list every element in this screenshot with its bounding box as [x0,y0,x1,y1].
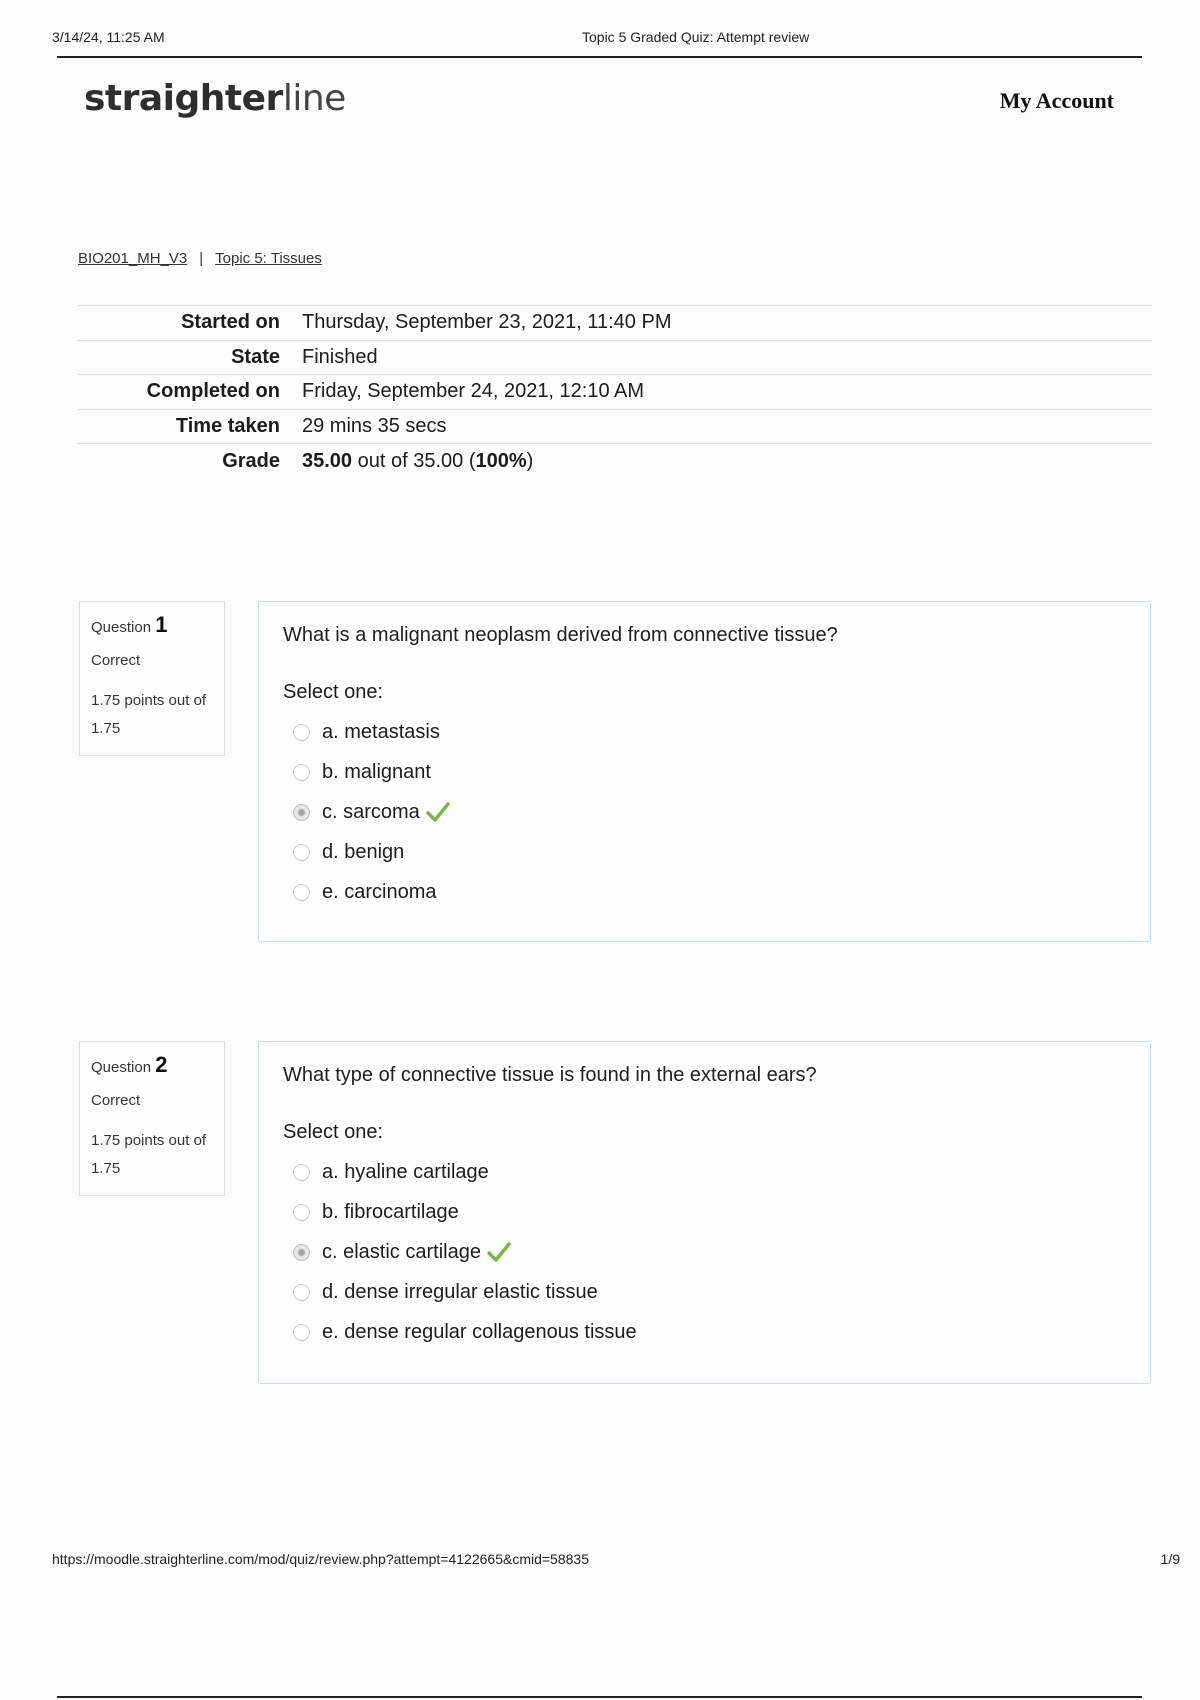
answer-option[interactable] [283,1272,1126,1312]
time-value: 29 mins 35 secs [302,414,447,437]
page-number: 1/9 [1160,1551,1180,1567]
summary-row-grade [78,444,1152,479]
question-grade: 1.75 points out of 1.75 [91,1132,207,1177]
question-number: 1 [155,612,168,637]
question-grade: 1.75 points out of 1.75 [91,692,207,737]
print-date: 3/14/24, 11:25 AM [52,29,165,45]
question-box-1 [258,601,1151,942]
radio-icon[interactable] [293,1164,310,1181]
breadcrumb-separator: | [199,250,204,267]
select-one-prompt: Select one: [283,1121,384,1143]
question-box-2 [258,1041,1151,1384]
answer-option[interactable] [283,752,1126,792]
answer-option-label: c. sarcoma [322,800,420,823]
answer-option-label: e. dense regular collagenous tissue [322,1320,637,1343]
question-text: What type of connective tissue is found in the external ears? [283,1064,817,1086]
breadcrumb [78,250,322,267]
answer-option-label: e. carcinoma [322,880,437,903]
completed-value: Friday, September 24, 2021, 12:10 AM [302,380,645,403]
question-state: Correct [91,1092,141,1109]
state-value: Finished [302,345,378,368]
brand-logo-light: line [282,78,346,119]
print-title: Topic 5 Graded Quiz: Attempt review [582,29,810,45]
bottom-rule [57,1696,1142,1698]
time-label: Time taken [175,414,280,437]
summary-row-time [78,409,1152,444]
breadcrumb-topic-link[interactable]: Topic 5: Tissues [215,250,322,267]
radio-icon[interactable] [293,844,310,861]
question-state: Correct [91,652,141,669]
answer-option[interactable] [283,872,1126,912]
grade-percent: 100% [475,449,527,472]
answer-option[interactable] [283,1152,1126,1192]
attempt-summary-table [78,305,1152,478]
answer-option[interactable] [283,712,1126,752]
brand-logo-bold: straighter [84,78,283,119]
question-text: What is a malignant neoplasm derived from connective tissue? [283,624,838,646]
completed-label: Completed on [146,380,280,403]
answer-option[interactable] [283,1192,1126,1232]
answer-option-selected[interactable] [283,1232,1126,1272]
radio-icon[interactable] [293,884,310,901]
answer-option[interactable] [283,1312,1126,1352]
radio-icon[interactable] [293,724,310,741]
my-account-link[interactable]: My Account [999,88,1114,113]
started-label: Started on [181,311,280,334]
radio-checked-icon[interactable] [293,804,310,821]
answer-option-label: a. hyaline cartilage [322,1160,489,1183]
summary-row-started [78,306,1152,341]
radio-checked-icon[interactable] [293,1244,310,1261]
question-number: 2 [155,1052,168,1077]
print-header [52,27,1142,57]
brand-logo[interactable] [84,78,346,119]
print-url: https://moodle.straighterline.com/mod/quiz/review.php?attempt=4122665&cmid=58835 [52,1551,589,1567]
check-icon [487,1240,511,1264]
answer-option-label: d. benign [322,840,405,863]
started-value: Thursday, September 23, 2021, 11:40 PM [302,311,672,334]
answer-option-label: a. metastasis [322,720,440,743]
answer-option-selected[interactable] [283,792,1126,832]
grade-score: 35.00 [302,449,353,472]
answer-options [283,1152,1126,1352]
grade-total: out of 35.00 ( [352,449,476,472]
radio-icon[interactable] [293,764,310,781]
grade-label: Grade [222,449,280,472]
summary-row-state [78,340,1152,375]
state-label: State [231,345,280,368]
radio-icon[interactable] [293,1204,310,1221]
answer-option-label: b. fibrocartilage [322,1200,459,1223]
grade-value [302,444,1152,479]
answer-options [283,712,1126,912]
grade-close: ) [526,449,534,472]
select-one-prompt: Select one: [283,681,384,703]
answer-option-label: c. elastic cartilage [322,1240,481,1263]
answer-option-label: d. dense irregular elastic tissue [322,1280,598,1303]
radio-icon[interactable] [293,1284,310,1301]
header-rule [57,56,1142,58]
question-label: Question [91,1059,152,1076]
answer-option[interactable] [283,832,1126,872]
check-icon [426,800,450,824]
radio-icon[interactable] [293,1324,310,1341]
question-info-2 [79,1041,225,1196]
summary-row-completed [78,375,1152,410]
question-info-1 [79,601,225,756]
question-label: Question [91,619,152,636]
answer-option-label: b. malignant [322,760,431,783]
breadcrumb-course-link[interactable]: BIO201_MH_V3 [78,250,188,267]
